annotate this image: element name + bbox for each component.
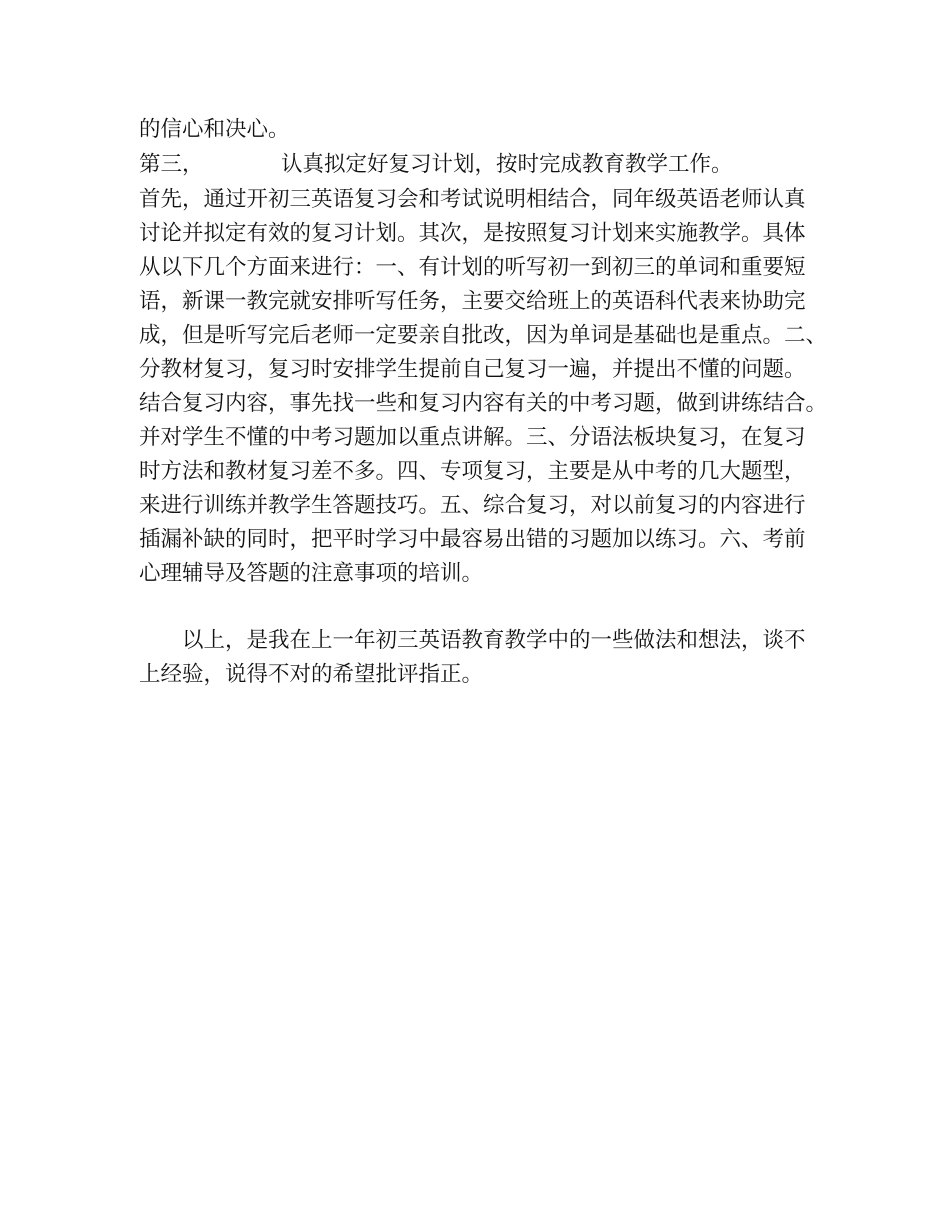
section-label: 第三， xyxy=(139,152,204,177)
text-line-10: 时方法和教材复习差不多。四、专项复习，主要是从中考的几大题型， xyxy=(139,459,806,484)
text-line-13: 心理辅导及答题的注意事项的培训。 xyxy=(139,561,484,586)
text-line-12: 插漏补缺的同时，把平时学习中最容易出错的习题加以练习。六、考前 xyxy=(139,527,806,552)
text-line-8: 结合复习内容，事先找一些和复习内容有关的中考习题，做到讲练结合。 xyxy=(139,391,828,416)
text-line-11: 来进行训练并教学生答题技巧。五、综合复习，对以前复习的内容进行 xyxy=(139,493,806,518)
text-line-4: 从以下几个方面来进行：一、有计划的听写初一到初三的单词和重要短 xyxy=(139,255,806,280)
text-line-7: 分教材复习，复习时安排学生提前自己复习一遍，并提出不懂的问题。 xyxy=(139,357,806,382)
text-line-16: 上经验，说得不对的希望批评指正。 xyxy=(139,662,484,687)
text-line-1: 的信心和决心。 xyxy=(139,117,290,142)
text-line-9: 并对学生不懂的中考习题加以重点讲解。三、分语法板块复习，在复习 xyxy=(139,425,806,450)
text-line-5: 语，新课一教完就安排听写任务，主要交给班上的英语科代表来协助完 xyxy=(139,289,806,314)
text-line-3: 讨论并拟定有效的复习计划。其次，是按照复习计划来实施教学。具体 xyxy=(139,221,806,246)
section-heading: 认真拟定好复习计划，按时完成教育教学工作。 xyxy=(281,152,733,177)
text-line-15: 以上，是我在上一年初三英语教育教学中的一些做法和想法，谈不 xyxy=(182,628,806,653)
text-line-6: 成，但是听写完后老师一定要亲自批改，因为单词是基础也是重点。二、 xyxy=(139,323,828,348)
text-line-2: 首先，通过开初三英语复习会和考试说明相结合，同年级英语老师认真 xyxy=(139,187,806,212)
